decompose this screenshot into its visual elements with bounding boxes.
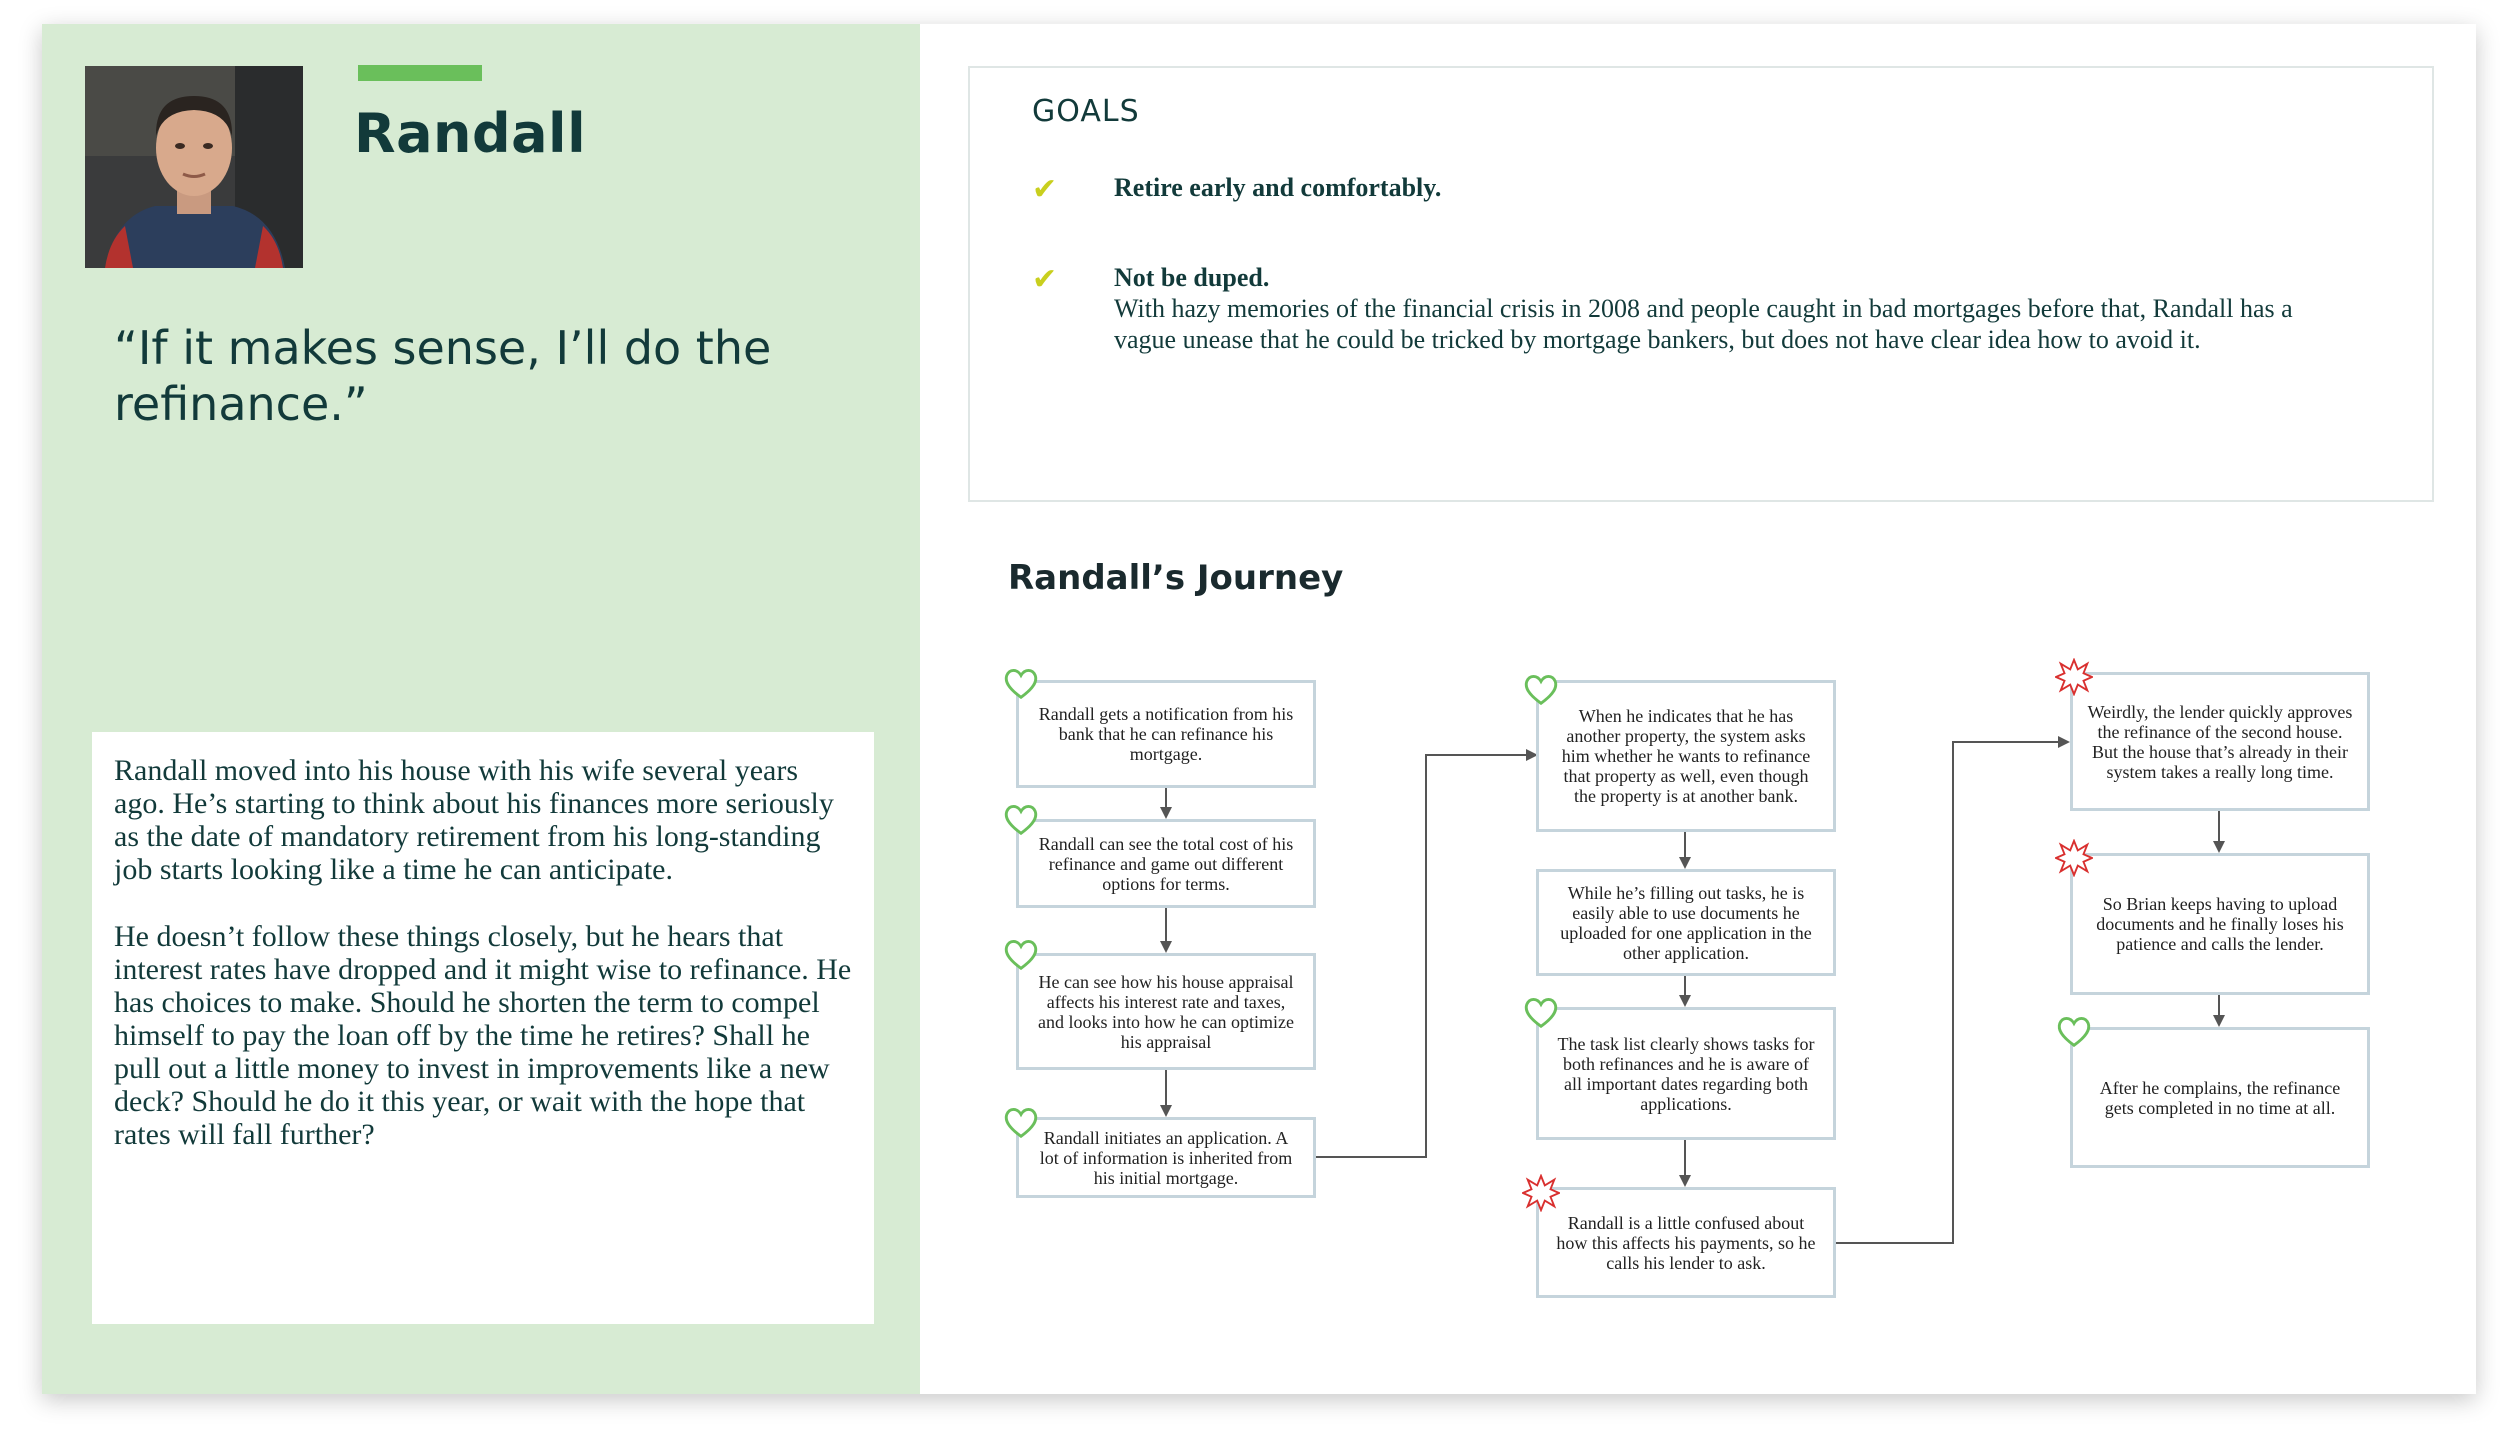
journey-step: While he’s filling out tasks, he is easily able to use documents he uploaded for one application in the other application.	[1536, 869, 1836, 976]
burst-icon	[2055, 839, 2093, 877]
journey-title: Randall’s Journey	[1008, 558, 1344, 598]
connector-arrow	[1834, 742, 2068, 1243]
journey-step: After he complains, the refinance gets completed in no time at all.	[2070, 1027, 2370, 1168]
journey-step: Randall is a little confused about how this affects his payments, so he calls his lender to ask.	[1536, 1187, 1836, 1298]
heart-icon	[1522, 994, 1560, 1032]
burst-icon	[1522, 1174, 1560, 1212]
persona-card	[42, 24, 2476, 1394]
persona-bio	[92, 732, 874, 1324]
goal-title: Not be duped.	[1114, 263, 1270, 292]
journey-step: So Brian keeps having to upload documents and he finally loses his patience and calls the lender.	[2070, 853, 2370, 995]
bio-paragraph: He doesn’t follow these things closely, but he hears that interest rates have dropped and it might wise to refinance. He has choices to make. Should he shorten the term to compel himself to pay the loan off by the time he retires? Shall he pull out a little money to invest in improvements like a new deck? Should he do it this year, or wait with the hope that rates will fall further?	[114, 920, 852, 1151]
journey-step: Weirdly, the lender quickly approves the refinance of the second house. But the house that’s already in their system takes a really long time.	[2070, 672, 2370, 811]
persona-quote: “If it makes sense, I’ll do the refinance.”	[114, 321, 772, 431]
journey-step: Randall gets a notification from his bank that he can refinance his mortgage.	[1016, 680, 1316, 788]
connector-arrow	[1316, 755, 1536, 1157]
journey-step: He can see how his house appraisal affects his interest rate and taxes, and looks into how he can optimize his appraisal	[1016, 953, 1316, 1070]
heart-icon	[2055, 1013, 2093, 1051]
goals-panel	[968, 66, 2434, 502]
journey-step: When he indicates that he has another property, the system asks him whether he wants to refinance that property as well, even though the property is at another bank.	[1536, 680, 1836, 832]
bio-paragraph: Randall moved into his house with his wife several years ago. He’s starting to think about his finances more seriously as the date of mandatory retirement from his long-standing job starts looking like a time he can anticipate.	[114, 754, 834, 886]
heart-icon	[1002, 665, 1040, 703]
heart-icon	[1002, 936, 1040, 974]
check-icon: ✔	[1032, 262, 1058, 297]
heart-icon	[1002, 1104, 1040, 1142]
check-icon: ✔	[1032, 172, 1058, 207]
journey-step: Randall initiates an application. A lot of information is inherited from his initial mortgage.	[1016, 1117, 1316, 1198]
persona-panel	[42, 24, 920, 1394]
accent-bar	[358, 65, 482, 81]
goal-title: Retire early and comfortably.	[1114, 173, 1442, 202]
heart-icon	[1522, 671, 1560, 709]
burst-icon	[2055, 658, 2093, 696]
goals-title: GOALS	[1032, 94, 1140, 129]
persona-name: Randall	[354, 102, 587, 165]
goal-description: With hazy memories of the financial crisis in 2008 and people caught in bad mortgages before that, Randall has a vague unease that he could be tricked by mortgage bankers, but does not have clear idea how to avoid it.	[1114, 294, 2293, 354]
persona-photo	[85, 66, 303, 268]
journey-step: Randall can see the total cost of his refinance and game out different options for terms.	[1016, 819, 1316, 908]
heart-icon	[1002, 801, 1040, 839]
journey-step: The task list clearly shows tasks for both refinances and he is aware of all important dates regarding both applications.	[1536, 1007, 1836, 1140]
